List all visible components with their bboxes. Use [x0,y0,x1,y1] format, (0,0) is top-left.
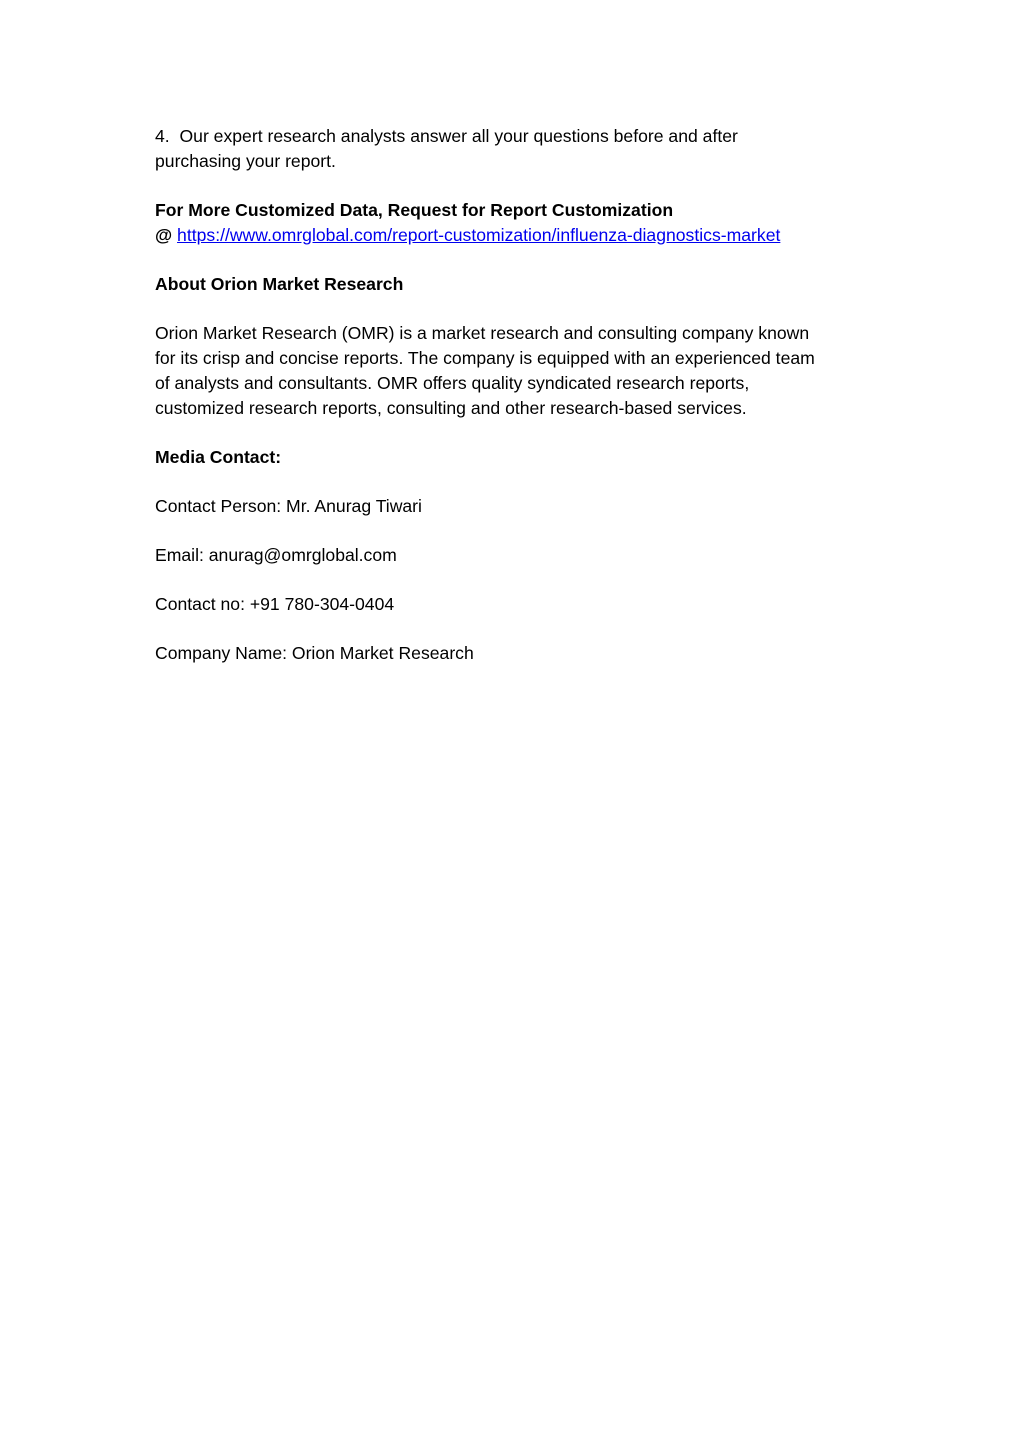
about-line2: for its crisp and concise reports. The company is equipped with an experienced team [155,348,815,368]
about-line1: Orion Market Research (OMR) is a market research and consulting company known [155,323,810,343]
about-heading: About Orion Market Research [155,274,404,294]
contact-email: Email: anurag@omrglobal.com [155,545,397,565]
benefit-text-line2: purchasing your report. [155,151,336,171]
media-contact-heading: Media Contact: [155,447,282,467]
benefit-number: 4. [155,126,170,146]
document-page [155,124,875,690]
about-line3: of analysts and consultants. OMR offers quality syndicated research reports, [155,373,750,393]
contact-company: Company Name: Orion Market Research [155,643,474,663]
customization-heading: For More Customized Data, Request for Report Customization [155,200,674,220]
about-paragraph [155,321,875,421]
customization-link-line [155,223,875,248]
about-line4: customized research reports, consulting and other research-based services. [155,398,747,418]
customization-section [155,198,875,248]
benefit-item-4 [155,124,875,174]
at-symbol: @ [155,225,173,245]
contact-person: Contact Person: Mr. Anurag Tiwari [155,496,422,516]
benefit-text-line1: Our expert research analysts answer all your questions before and after [179,126,738,146]
contact-phone: Contact no: +91 780-304-0404 [155,594,395,614]
benefit-item-4-line1 [155,124,875,149]
customization-link[interactable]: https://www.omrglobal.com/report-customization/influenza-diagnostics-market [177,225,781,245]
